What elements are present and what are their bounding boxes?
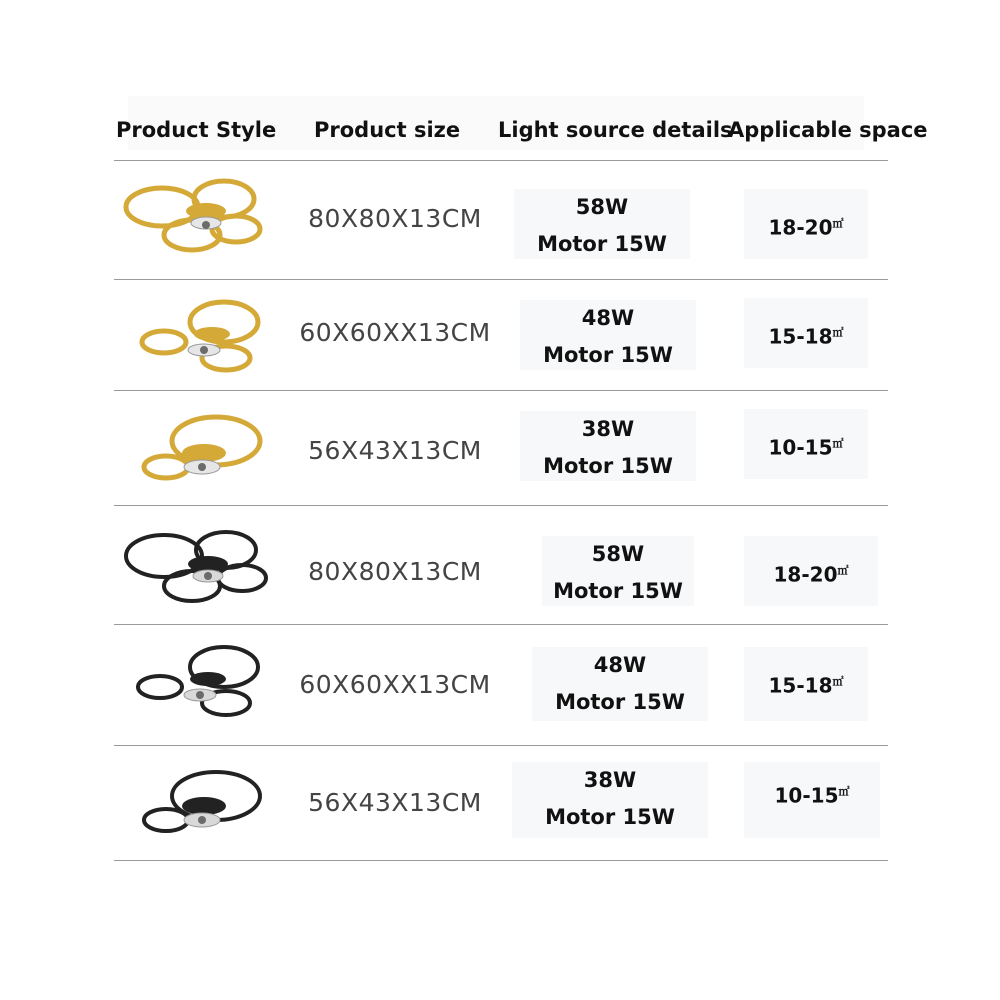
- applicable-space-cell: [744, 189, 868, 259]
- motor-power: Motor 15W: [543, 454, 673, 478]
- wattage: 58W: [591, 542, 645, 566]
- area-unit: ㎡: [838, 785, 850, 798]
- light-source-cell: [542, 536, 694, 606]
- area-unit: ㎡: [832, 326, 844, 339]
- wattage: 38W: [581, 417, 635, 441]
- wattage: 48W: [581, 306, 635, 330]
- space-range: 18-20: [773, 562, 838, 587]
- light-source-cell: [532, 647, 708, 721]
- applicable-space-cell: [744, 647, 868, 721]
- table-row: [114, 391, 888, 505]
- applicable-space-cell: [744, 762, 880, 838]
- motor-power: Motor 15W: [545, 805, 675, 829]
- header-light-source: Light source details: [498, 118, 733, 142]
- applicable-space-cell: [744, 536, 878, 606]
- table-row: [114, 280, 888, 390]
- table-row: [114, 625, 888, 745]
- wattage: 48W: [593, 653, 647, 677]
- product-size: 60X60XX13CM: [299, 318, 491, 347]
- product-size: 56X43X13CM: [308, 436, 482, 465]
- space-range: 15-18: [768, 324, 833, 349]
- table-row: [114, 746, 888, 860]
- motor-power: Motor 15W: [537, 232, 667, 256]
- product-size: 56X43X13CM: [308, 788, 482, 817]
- area-unit: ㎡: [832, 437, 844, 450]
- ceiling-fan-light-icon: [120, 641, 270, 725]
- header-applicable-space: Applicable space: [728, 118, 928, 142]
- ceiling-fan-light-icon: [120, 409, 270, 489]
- ceiling-fan-light-icon: [120, 526, 270, 608]
- table-bottom-rule: [114, 860, 888, 861]
- table-row: [114, 506, 888, 624]
- light-source-cell: [520, 300, 696, 370]
- product-size: 80X80X13CM: [308, 204, 482, 233]
- light-source-cell: [520, 411, 696, 481]
- ceiling-fan-light-icon: [120, 177, 270, 259]
- ceiling-fan-light-icon: [120, 764, 270, 844]
- area-unit: ㎡: [832, 217, 844, 230]
- light-source-cell: [512, 762, 708, 838]
- wattage: 58W: [575, 195, 629, 219]
- space-range: 10-15: [768, 435, 833, 460]
- applicable-space-cell: [744, 409, 868, 479]
- product-size: 80X80X13CM: [308, 557, 482, 586]
- wattage: 38W: [583, 768, 637, 792]
- motor-power: Motor 15W: [555, 690, 685, 714]
- area-unit: ㎡: [832, 675, 844, 688]
- light-source-cell: [514, 189, 690, 259]
- space-range: 15-18: [768, 673, 833, 698]
- product-size: 60X60XX13CM: [299, 670, 491, 699]
- applicable-space-cell: [744, 298, 868, 368]
- ceiling-fan-light-icon: [120, 296, 270, 378]
- space-range: 10-15: [774, 783, 839, 808]
- table-row: [114, 161, 888, 279]
- motor-power: Motor 15W: [553, 579, 683, 603]
- motor-power: Motor 15W: [543, 343, 673, 367]
- header-product-style: Product Style: [116, 118, 277, 142]
- header-product-size: Product size: [314, 118, 461, 142]
- space-range: 18-20: [768, 215, 833, 240]
- area-unit: ㎡: [837, 564, 849, 577]
